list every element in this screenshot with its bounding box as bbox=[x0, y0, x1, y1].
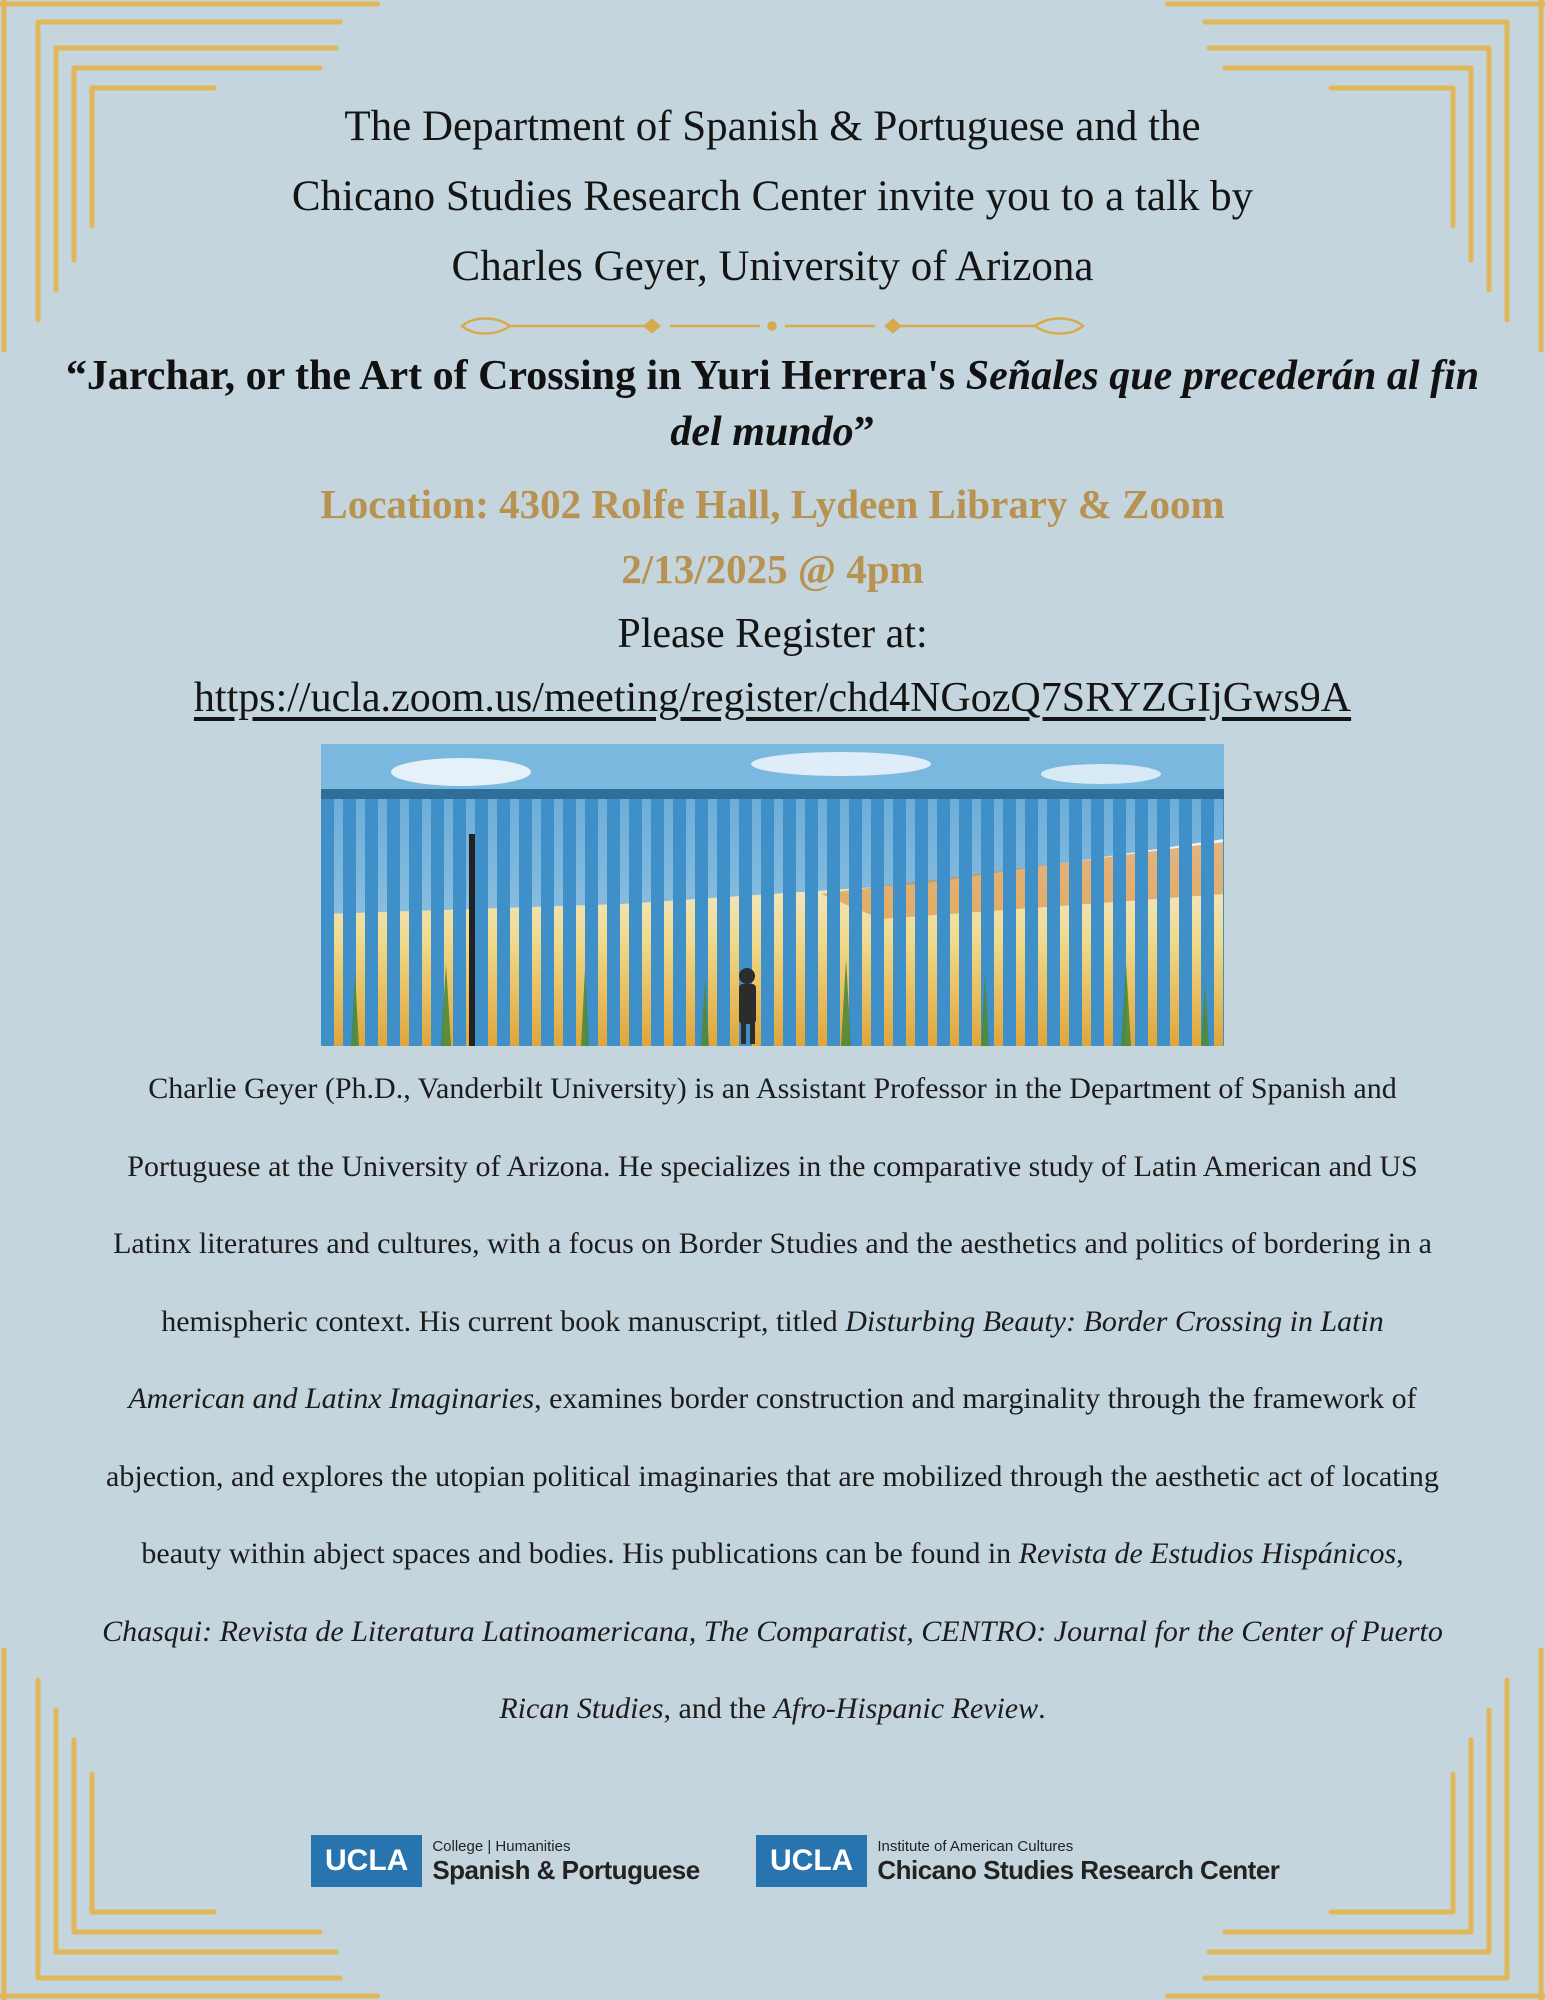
bio-publication: Chasqui: Revista de Literatura Latinoamericana, The Comparatist, CENTRO: Journal for the Center of Puerto Rican Studies bbox=[102, 1614, 1443, 1725]
bio-book-title: Disturbing Beauty: Border Crossing in Latin American and Latinx Imaginaries bbox=[128, 1304, 1384, 1415]
speaker-line: Charles Geyer, University of Arizona bbox=[451, 243, 1094, 290]
talk-title bbox=[40, 348, 1505, 460]
speaker-bio bbox=[100, 1050, 1445, 1748]
talk-title-book: Señales que precederán al fin del mundo bbox=[670, 353, 1480, 455]
border-wall-mural-photo bbox=[321, 744, 1224, 1046]
logo-text bbox=[432, 1838, 699, 1885]
bio-separator: , bbox=[1396, 1537, 1404, 1570]
invitation-line: Chicano Studies Research Center invite you to a talk by bbox=[291, 173, 1254, 220]
ucla-wordmark: UCLA bbox=[311, 1835, 422, 1887]
logo-title: Chicano Studies Research Center bbox=[877, 1854, 1280, 1885]
bio-end: . bbox=[1038, 1692, 1046, 1725]
invitation-line: The Department of Spanish & Portuguese and the bbox=[344, 103, 1201, 150]
logo-subtitle: Institute of American Cultures bbox=[877, 1837, 1074, 1855]
bio-text: , examines border construction and marginality through the framework of abjection, and explores the utopian political imaginaries that are mobilized through the aesthetic act of locating beauty within abject spaces and bodies. His publications can be found in bbox=[106, 1382, 1439, 1570]
logo-text bbox=[877, 1838, 1279, 1885]
bio-separator: , and the bbox=[663, 1692, 774, 1725]
ucla-wordmark: UCLA bbox=[756, 1835, 867, 1887]
register-label: Please Register at: bbox=[617, 611, 928, 657]
flourish-divider bbox=[460, 312, 1085, 340]
register-link[interactable]: https://ucla.zoom.us/meeting/register/chd4NGozQ7SRYZGIjGws9A bbox=[193, 675, 1352, 721]
bio-publication: Afro-Hispanic Review bbox=[773, 1692, 1039, 1725]
talk-title-close-quote: ” bbox=[853, 409, 875, 455]
ucla-spanish-portuguese-logo bbox=[311, 1834, 700, 1888]
event-datetime: 2/13/2025 @ 4pm bbox=[621, 546, 924, 592]
logo-subtitle: College | Humanities bbox=[432, 1837, 571, 1855]
event-location: Location: 4302 Rolfe Hall, Lydeen Library & Zoom bbox=[320, 481, 1225, 527]
logo-title: Spanish & Portuguese bbox=[432, 1854, 700, 1885]
talk-title-text: “Jarchar, or the Art of Crossing in Yuri Herrera's bbox=[65, 353, 966, 399]
invitation-header bbox=[150, 92, 1395, 302]
ucla-chicano-studies-logo bbox=[756, 1834, 1279, 1888]
bio-text: Charlie Geyer (Ph.D., Vanderbilt University) is an Assistant Professor in the Department of Spanish and Portuguese at the University of Arizona. He specializes in the comparative study of Latin American and US Latinx literatures and cultures, with a focus on Border Studies and the aesthetics and politics of bordering in a hemispheric context. His current book manuscript, titled bbox=[113, 1072, 1432, 1338]
bio-publication: Revista de Estudios Hispánicos bbox=[1018, 1537, 1397, 1570]
